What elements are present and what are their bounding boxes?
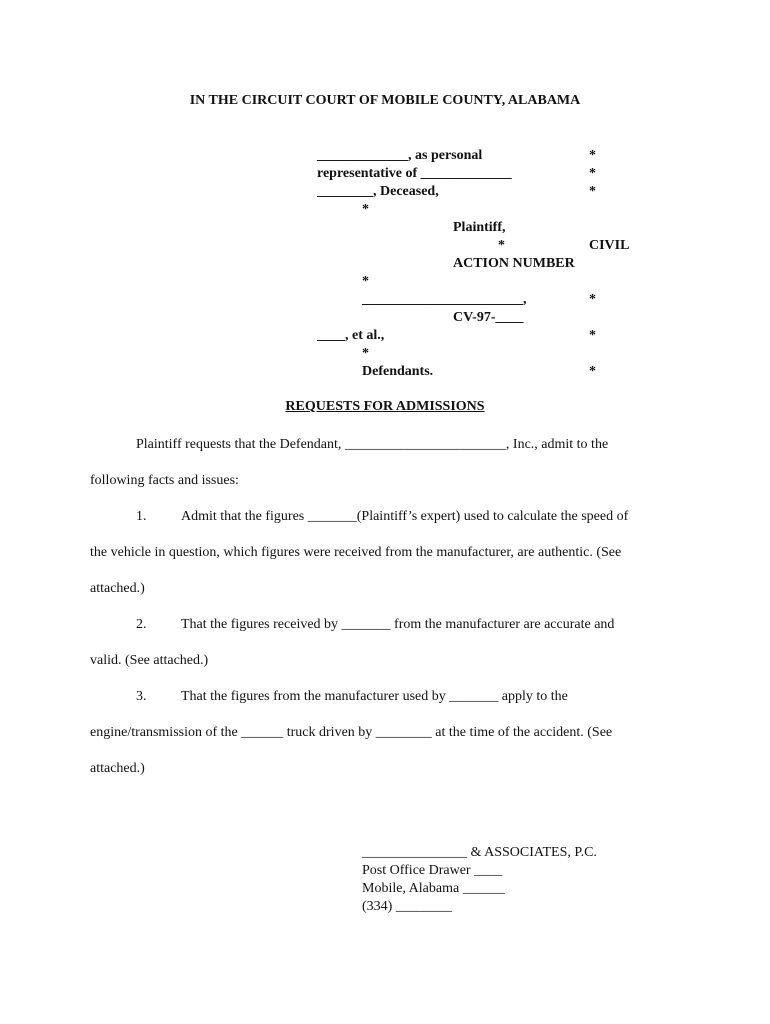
caption-star: * <box>589 148 596 163</box>
item-text: That the figures received by _______ from the manufacturer are accurate and <box>181 617 615 632</box>
caption-star: * <box>362 346 369 361</box>
caption-case-number: CV-97-____ <box>453 310 524 325</box>
intro-line: Plaintiff requests that the Defendant, _______________________, Inc., admit to the <box>136 437 609 452</box>
caption-personal-rep: _____________, as personal <box>317 148 483 163</box>
signature-firm: _______________ & ASSOCIATES, P.C. <box>362 845 597 860</box>
item-text: attached.) <box>90 581 145 596</box>
item-text: valid. (See attached.) <box>90 653 209 668</box>
caption-star: * <box>589 166 596 181</box>
item-text: Admit that the figures _______(Plaintiff’s expert) used to calculate the speed of <box>181 509 629 524</box>
caption-star: * <box>498 238 505 253</box>
item-number: 3. <box>136 689 147 704</box>
signature-po-box: Post Office Drawer ____ <box>362 863 503 878</box>
item-number: 2. <box>136 617 147 632</box>
caption-action-number: ACTION NUMBER <box>453 256 575 271</box>
caption-star: * <box>362 202 369 217</box>
signature-phone: (334) ________ <box>362 899 452 914</box>
caption-civil: CIVIL <box>589 238 630 253</box>
intro-line: following facts and issues: <box>90 473 239 488</box>
item-text: engine/transmission of the ______ truck driven by ________ at the time of the accident. (See <box>90 725 613 740</box>
signature-city: Mobile, Alabama ______ <box>362 881 505 896</box>
court-title: IN THE CIRCUIT COURT OF MOBILE COUNTY, ALABAMA <box>189 93 581 108</box>
caption-star: * <box>589 328 596 343</box>
caption-plaintiff: Plaintiff, <box>453 220 506 235</box>
caption-representative: representative of _____________ <box>317 166 512 181</box>
caption-deceased: ________, Deceased, <box>317 184 439 199</box>
item-text: That the figures from the manufacturer used by _______ apply to the <box>181 689 568 704</box>
caption-defendant-blank: _______________________, <box>362 292 527 307</box>
caption-defendants: Defendants. <box>362 364 434 379</box>
section-heading: REQUESTS FOR ADMISSIONS <box>285 399 485 414</box>
caption-star: * <box>362 274 369 289</box>
caption-star: * <box>589 364 596 379</box>
caption-star: * <box>589 184 596 199</box>
item-number: 1. <box>136 509 147 524</box>
caption-star: * <box>589 292 596 307</box>
caption-et-al: ____, et al., <box>317 328 385 343</box>
item-text: the vehicle in question, which figures were received from the manufacturer, are authentic. (See <box>90 545 622 560</box>
item-text: attached.) <box>90 761 145 776</box>
